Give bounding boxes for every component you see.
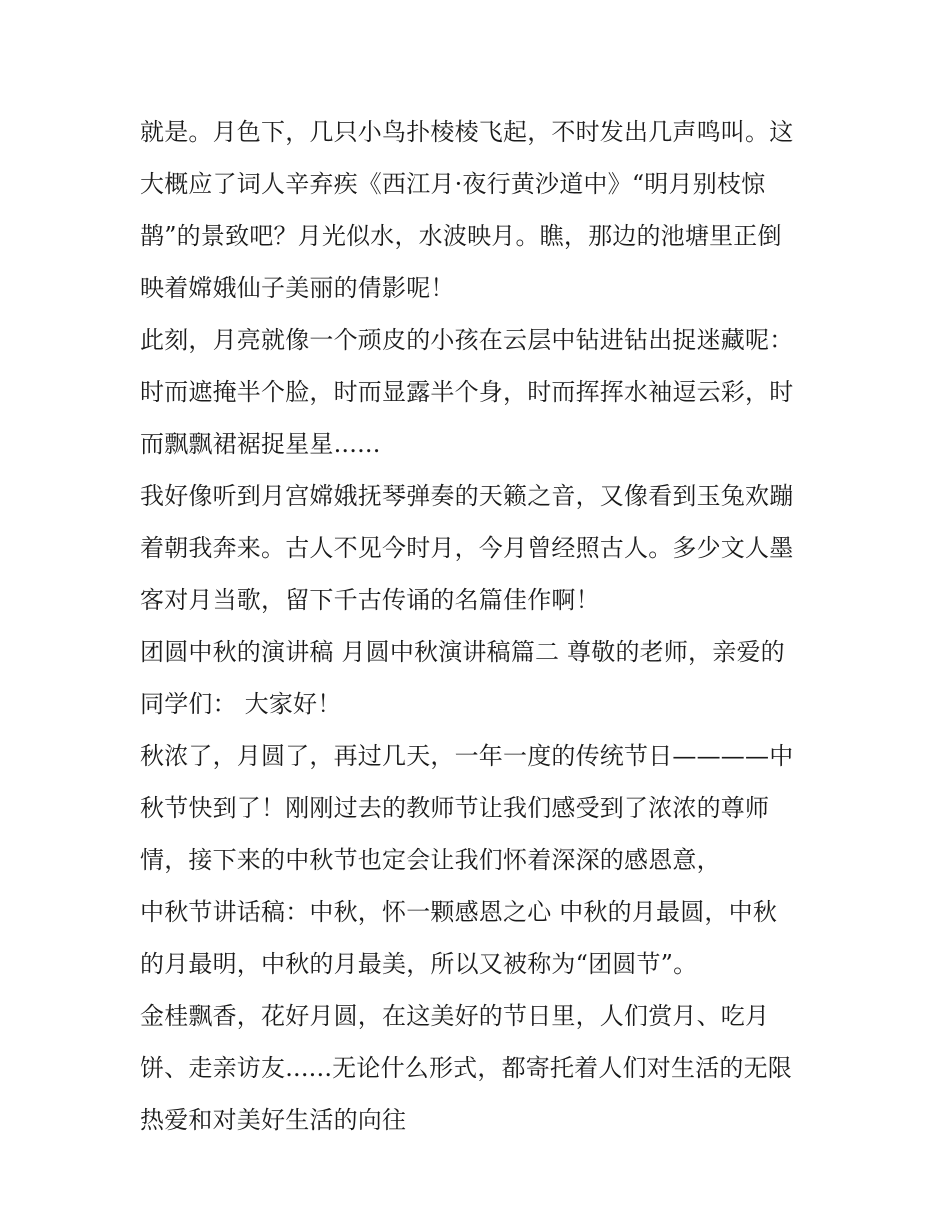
text-line: 鹊”的景致吧？月光似水，水波映月。瞧，那边的池塘里正倒 [140,222,782,250]
text-line: 团圆中秋的演讲稿 月圆中秋演讲稿篇二 尊敬的老师，亲爱的 [140,638,785,666]
text-line: 映着嫦娥仙子美丽的倩影呢！ [140,274,455,302]
text-line: 就是。月色下，几只小鸟扑棱棱飞起，不时发出几声鸣叫。这 [140,118,794,146]
text-line: 的月最明，中秋的月最美，所以又被称为“团圆节”。 [140,950,698,978]
document-body [140,106,820,1146]
text-line: 同学们： 大家好！ [140,690,342,718]
text-line: 时而遮掩半个脸，时而显露半个身，时而挥挥水袖逗云彩，时 [140,378,794,406]
text-line: 情，接下来的中秋节也定会让我们怀着深深的感恩意， [140,846,721,874]
text-line: 大概应了词人辛弃疾《西江月·夜行黄沙道中》“明月别枝惊 [140,170,766,198]
text-line: 而飘飘裙裾捉星星...... [140,430,381,458]
text-line: 此刻，月亮就像一个顽皮的小孩在云层中钻进钻出捉迷藏呢： [140,326,794,354]
text-line: 金桂飘香，花好月圆，在这美好的节日里，人们赏月、吃月 [140,1002,770,1030]
text-line: 饼、走亲访友......无论什么形式，都寄托着人们对生活的无限 [140,1054,792,1082]
text-line: 客对月当歌，留下千古传诵的名篇佳作啊！ [140,586,600,614]
text-line: 着朝我奔来。古人不见今时月，今月曾经照古人。多少文人墨 [140,534,794,562]
text-line: 我好像听到月宫嫦娥抚琴弹奏的天籁之音，又像看到玉兔欢蹦 [140,482,794,510]
text-line: 中秋节讲话稿：中秋，怀一颗感恩之心 中秋的月最圆，中秋 [140,898,778,926]
text-line: 秋节快到了！刚刚过去的教师节让我们感受到了浓浓的尊师 [140,794,770,822]
text-line: 秋浓了，月圆了，再过几天，一年一度的传统节日————中 [140,742,794,770]
text-line: 热爱和对美好生活的向往 [140,1106,407,1134]
